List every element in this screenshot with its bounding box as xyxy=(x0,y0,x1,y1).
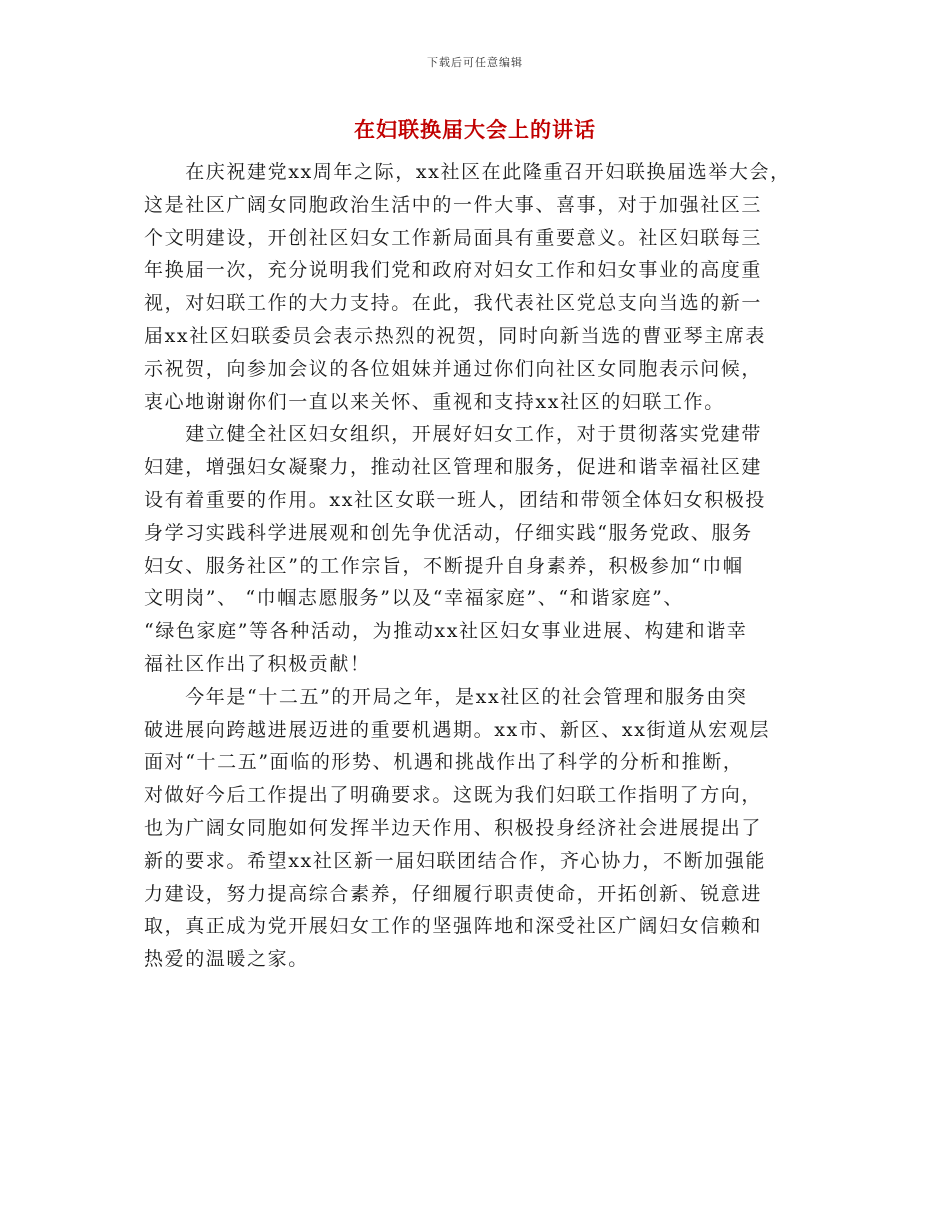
text-line: 年换届一次，充分说明我们党和政府对妇女工作和妇女事业的高度重 xyxy=(144,259,763,282)
text-line: 示祝贺，向参加会议的各位姐妹并通过你们向社区女同胞表示问候， xyxy=(144,357,763,380)
text-line: 面对“十二五”面临的形势、机遇和挑战作出了科学的分析和推断， xyxy=(144,751,744,774)
text-line: 届xx社区妇联委员会表示热烈的祝贺，同时向新当选的曹亚琴主席表 xyxy=(144,324,767,347)
text-line: 福社区作出了积极贡献！ xyxy=(144,652,371,675)
text-line: “绿色家庭”等各种活动，为推动xx社区妇女事业进展、构建和谐幸 xyxy=(144,620,748,643)
text-line: 今年是“十二五”的开局之年，是xx社区的社会管理和服务由突 xyxy=(144,685,748,708)
text-line: 视，对妇联工作的大力支持。在此，我代表社区党总支向当选的新一 xyxy=(144,292,763,315)
text-line: 妇建，增强妇女凝聚力，推动社区管理和服务，促进和谐幸福社区建 xyxy=(144,456,763,479)
text-line: 新的要求。希望xx社区新一届妇联团结合作，齐心协力，不断加强能 xyxy=(144,849,767,872)
text-line: 衷心地谢谢你们一直以来关怀、重视和支持xx社区的妇联工作。 xyxy=(144,390,725,413)
text-line: 热爱的温暖之家。 xyxy=(144,948,309,971)
text-line: 建立健全社区妇女组织，开展好妇女工作，对于贯彻落实党建带 xyxy=(144,423,763,446)
header-note: 下载后可任意编辑 xyxy=(427,56,523,69)
text-line: 力建设，努力提高综合素养，仔细履行职责使命，开拓创新、锐意进 xyxy=(144,882,763,905)
text-line: 在庆祝建党xx周年之际，xx社区在此隆重召开妇联换届选举大会， xyxy=(144,161,791,183)
text-line: 取，真正成为党开展妇女工作的坚强阵地和深受社区广阔妇女信赖和 xyxy=(144,915,763,938)
text-line: 文明岗”、 “巾帼志愿服务”以及“幸福家庭”、“和谐家庭”、 xyxy=(144,587,685,610)
document-title: 在妇联换届大会上的讲话 xyxy=(354,117,596,142)
text-line: 身学习实践科学进展观和创先争优活动，仔细实践“服务党政、服务 xyxy=(144,521,753,544)
text-line: 破进展向跨越进展迈进的重要机遇期。xx市、新区、xx街道从宏观层 xyxy=(144,718,771,741)
text-line: 也为广阔女同胞如何发挥半边天作用、积极投身经济社会进展提出了 xyxy=(144,816,763,839)
text-line: 设有着重要的作用。xx社区女联一班人，团结和带领全体妇女积极投 xyxy=(144,488,767,511)
text-line: 这是社区广阔女同胞政治生活中的一件大事、喜事，对于加强社区三 xyxy=(144,193,763,216)
text-line: 妇女、服务社区”的工作宗旨，不断提升自身素养，积极参加“巾帼 xyxy=(144,554,744,577)
text-line: 个文明建设，开创社区妇女工作新局面具有重要意义。社区妇联每三 xyxy=(144,226,763,249)
text-line: 对做好今后工作提出了明确要求。这既为我们妇联工作指明了方向， xyxy=(144,784,763,807)
document-body xyxy=(144,156,824,976)
